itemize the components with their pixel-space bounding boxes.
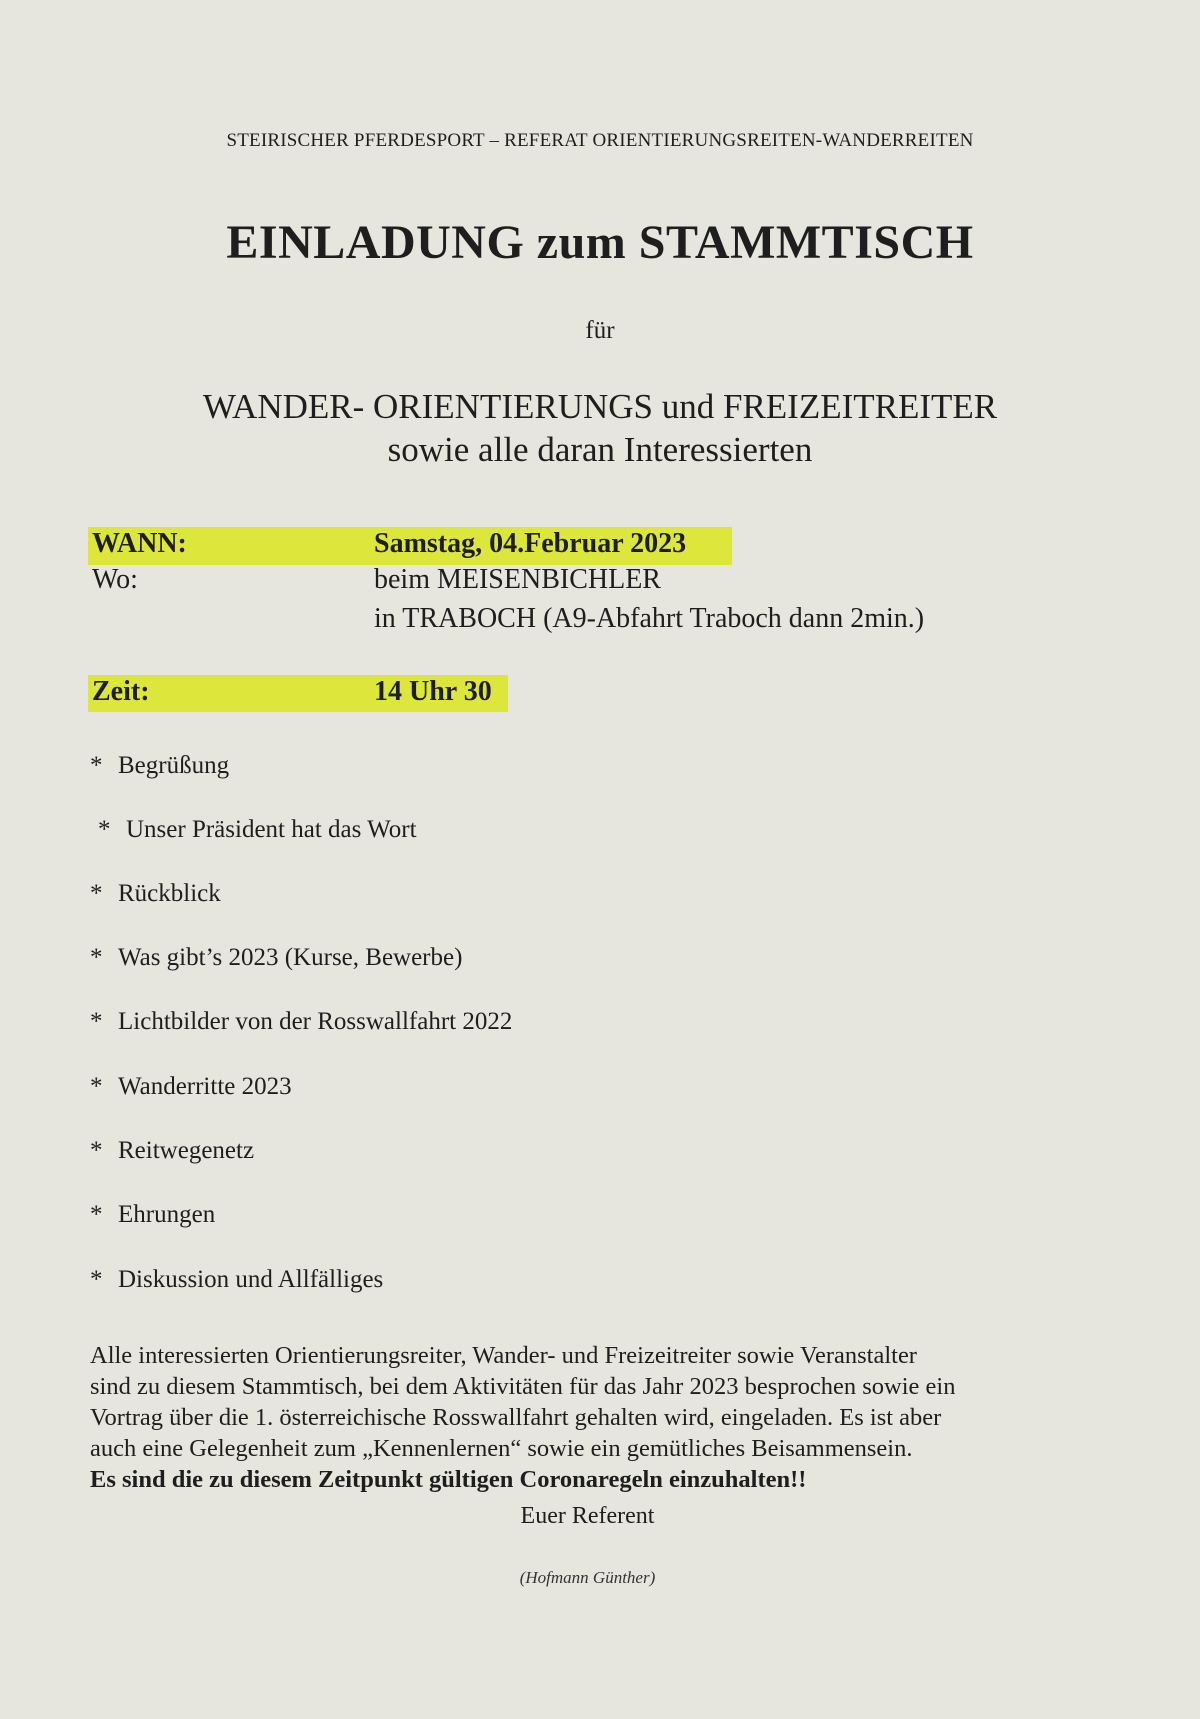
list-item	[90, 1201, 215, 1229]
when-label: WANN:	[92, 528, 187, 559]
list-item	[90, 1266, 383, 1294]
bullet-star: *	[90, 1266, 103, 1293]
bullet-star: *	[90, 1073, 103, 1100]
paragraph-line-1: Alle interessierten Orientierungsreiter, Wander- und Freizeitreiter sowie Veranstalter	[90, 1342, 917, 1369]
agenda-item-label: Ehrungen	[118, 1201, 216, 1228]
bullet-star: *	[90, 1137, 103, 1164]
agenda-item-label: Reitwegenetz	[118, 1137, 255, 1164]
invitation-paragraph	[90, 1340, 1110, 1495]
agenda-item-label: Begrüßung	[118, 752, 230, 779]
bullet-star: *	[90, 752, 103, 779]
list-item	[90, 1008, 512, 1036]
list-item	[90, 1137, 254, 1165]
time-label: Zeit:	[92, 676, 150, 707]
agenda-item-label: Unser Präsident hat das Wort	[126, 816, 417, 843]
audience-line-1: WANDER- ORIENTIERUNGS und FREIZEITREITER	[202, 387, 998, 426]
bullet-star: *	[90, 880, 103, 907]
where-label: Wo:	[92, 564, 138, 595]
where-value-line-1: beim MEISENBICHLER	[374, 564, 661, 595]
audience-line-2: sowie alle daran Interessierten	[387, 430, 813, 469]
signature: (Hofmann Günther)	[519, 1568, 656, 1587]
list-item	[90, 944, 462, 972]
for-word: für	[585, 317, 615, 344]
bullet-star: *	[98, 816, 111, 843]
bullet-star: *	[90, 944, 103, 971]
agenda-item-label: Diskussion und Allfälliges	[118, 1266, 384, 1293]
corona-notice: Es sind die zu diesem Zeitpunkt gültigen Coronaregeln einzuhalten!!	[90, 1466, 807, 1493]
organization-header: STEIRISCHER PFERDESPORT – REFERAT ORIENTIERUNGSREITEN-WANDERREITEN	[226, 130, 974, 151]
list-item	[90, 1073, 292, 1101]
list-item	[90, 880, 221, 908]
time-value: 14 Uhr 30	[374, 676, 492, 707]
agenda-item-label: Lichtbilder von der Rosswallfahrt 2022	[118, 1008, 513, 1035]
when-value: Samstag, 04.Februar 2023	[374, 528, 687, 559]
bullet-star: *	[90, 1201, 103, 1228]
agenda-item-label: Was gibt’s 2023 (Kurse, Bewerbe)	[118, 944, 463, 971]
bullet-star: *	[90, 1008, 103, 1035]
where-value-line-2: in TRABOCH (A9-Abfahrt Traboch dann 2min.)	[374, 603, 925, 634]
paragraph-line-4: auch eine Gelegenheit zum „Kennenlernen“ sowie ein gemütliches Beisammensein.	[90, 1435, 913, 1462]
list-item	[90, 752, 229, 780]
list-item	[98, 816, 417, 844]
sign-off: Euer Referent	[520, 1503, 655, 1529]
agenda-item-label: Rückblick	[118, 880, 221, 907]
paragraph-line-2: sind zu diesem Stammtisch, bei dem Aktivitäten für das Jahr 2023 besprochen sowie ein	[90, 1373, 956, 1400]
page-title: EINLADUNG zum STAMMTISCH	[226, 216, 974, 269]
agenda-item-label: Wanderritte 2023	[118, 1073, 292, 1100]
paragraph-line-3: Vortrag über die 1. österreichische Rosswallfahrt gehalten wird, eingeladen. Es ist aber	[90, 1404, 942, 1431]
